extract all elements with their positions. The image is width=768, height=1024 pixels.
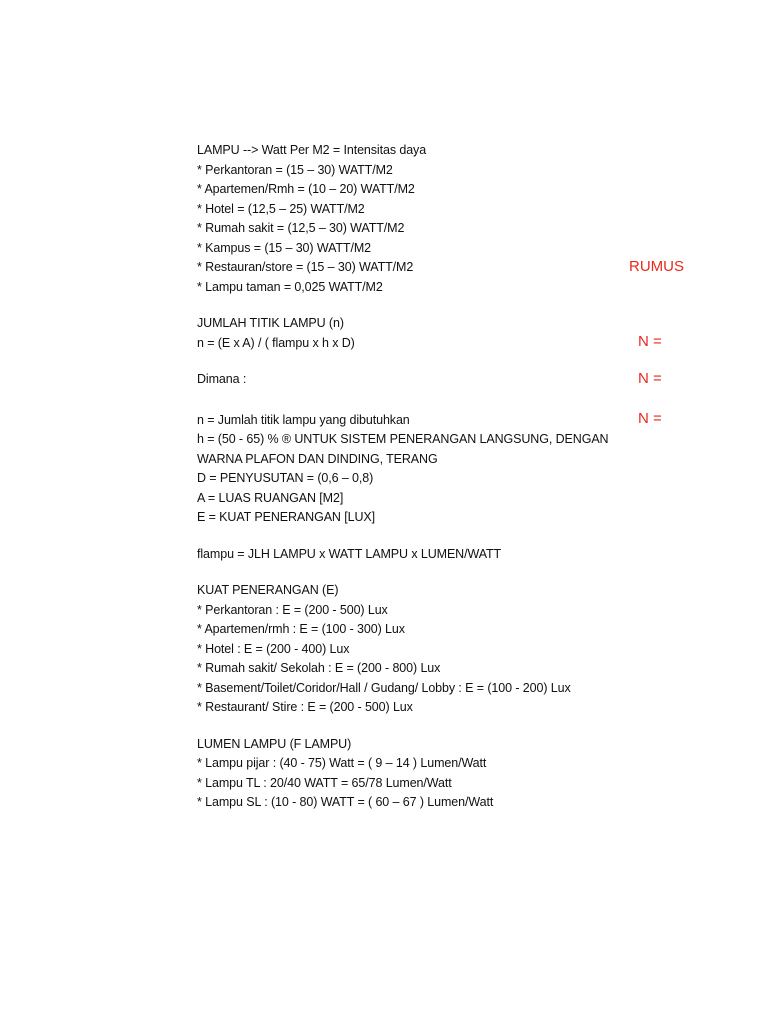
spacer [197, 390, 617, 407]
dimana-item: n = Jumlah titik lampu yang dibutuhkan [197, 412, 410, 427]
dimana-item: E = KUAT PENERANGAN [LUX] [197, 510, 375, 524]
n-equals-label: N = [638, 370, 662, 387]
intensitas-item: * Restauran/store = (15 – 30) WATT/M2 [197, 260, 414, 274]
intensitas-item: * Hotel = (12,5 – 25) WATT/M2 [197, 201, 365, 216]
spacer [197, 353, 617, 370]
kuat-item: * Rumah sakit/ Sekolah : E = (200 - 800) Lux [197, 661, 441, 675]
intensitas-item: * Lampu taman = 0,025 WATT/M2 [197, 279, 383, 294]
flampu-formula: flampu = JLH LAMPU x WATT LAMPU x LUMEN/WATT [197, 546, 502, 561]
lumen-item: * Lampu TL : 20/40 WATT = 65/78 Lumen/Watt [197, 775, 452, 790]
spacer [197, 297, 617, 314]
jumlah-heading: JUMLAH TITIK LAMPU (n) [197, 316, 344, 330]
dimana-item: h = (50 - 65) % ® UNTUK SISTEM PENERANGAN LANGSUNG, DENGAN WARNA PLAFON DAN DINDING, TERANG [197, 432, 609, 466]
intensitas-item: * Apartemen/Rmh = (10 – 20) WATT/M2 [197, 182, 415, 196]
jumlah-formula: n = (E x A) / ( flampu x h x D) [197, 335, 355, 350]
lumen-item: * Lampu SL : (10 - 80) WATT = ( 60 – 67 ) Lumen/Watt [197, 795, 494, 809]
intensitas-item: * Perkantoran = (15 – 30) WATT/M2 [197, 162, 393, 177]
kuat-heading: KUAT PENERANGAN (E) [197, 583, 339, 597]
dimana-item: A = LUAS RUANGAN [M2] [197, 490, 344, 505]
lumen-heading: LUMEN LAMPU (F LAMPU) [197, 736, 352, 751]
kuat-item: * Perkantoran : E = (200 - 500) Lux [197, 602, 388, 617]
dimana-item: D = PENYUSUTAN = (0,6 – 0,8) [197, 471, 374, 485]
intensitas-heading: LAMPU --> Watt Per M2 = Intensitas daya [197, 143, 427, 157]
kuat-item: * Restaurant/ Stire : E = (200 - 500) Lux [197, 700, 413, 714]
document-body [197, 141, 617, 813]
intensitas-item: * Rumah sakit = (12,5 – 30) WATT/M2 [197, 221, 405, 235]
lumen-item: * Lampu pijar : (40 - 75) Watt = ( 9 – 14 ) Lumen/Watt [197, 756, 487, 770]
kuat-item: * Basement/Toilet/Coridor/Hall / Gudang/ Lobby : E = (100 - 200) Lux [197, 680, 571, 695]
intensitas-item: * Kampus = (15 – 30) WATT/M2 [197, 240, 371, 255]
spacer [197, 718, 617, 735]
spacer [197, 564, 617, 581]
rumus-label: RUMUS [629, 258, 684, 275]
n-equals-label: N = [638, 333, 662, 350]
spacer [197, 528, 617, 545]
dimana-heading: Dimana : [197, 372, 247, 386]
kuat-item: * Apartemen/rmh : E = (100 - 300) Lux [197, 622, 405, 636]
kuat-item: * Hotel : E = (200 - 400) Lux [197, 641, 350, 656]
n-equals-label: N = [638, 410, 662, 427]
